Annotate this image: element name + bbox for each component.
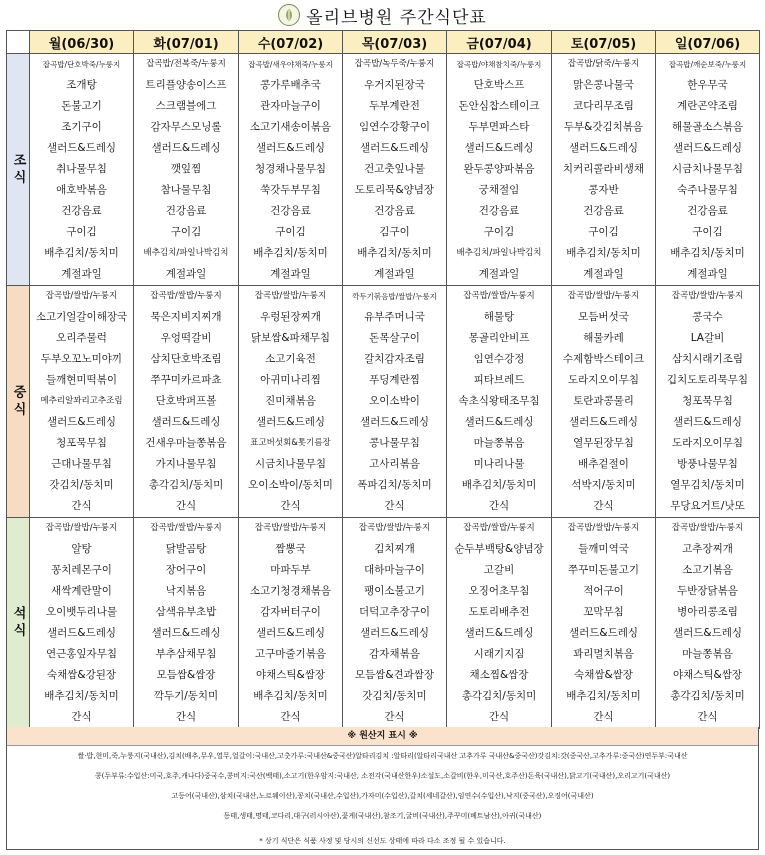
menu-item: 구이김 <box>170 226 202 238</box>
menu-item: 코다리무조림 <box>573 100 634 112</box>
meal-label <box>7 54 30 286</box>
menu-item: 치커리콜라비생채 <box>562 163 645 175</box>
menu-item: 두부계란전 <box>369 100 420 112</box>
menu-item: 오징어초무침 <box>468 585 530 597</box>
menu-cell <box>343 286 447 518</box>
menu-item: 속초식왕태조무침 <box>458 395 540 407</box>
meal-name: 중식 <box>10 384 26 419</box>
menu-item: 가지나물무침 <box>155 458 217 470</box>
menu-item: 야채스틱&쌈장 <box>672 669 743 681</box>
menu-item: 배추김치/동치미 <box>357 247 432 259</box>
menu-item: 삼색유부초밥 <box>155 606 217 618</box>
day-header-row <box>7 31 760 54</box>
menu-item: LA갈비 <box>690 332 725 344</box>
menu-item: 쭈꾸미카르파쵸 <box>150 374 222 386</box>
menu-item: 구이김 <box>275 226 306 238</box>
menu-item: 잡곡밥/쌀밥/누룽지 <box>45 291 118 301</box>
menu-item: 새싹계란말이 <box>51 585 112 597</box>
menu-item: 간식 <box>280 500 301 512</box>
menu-item: 돈안심찹스테이크 <box>458 100 540 112</box>
menu-item: 짬뽕국 <box>275 543 306 555</box>
menu-item: 삼치시래기조림 <box>671 353 743 365</box>
menu-item: 마늘쫑볶음 <box>473 437 525 449</box>
meal-row <box>7 54 760 286</box>
menu-item: 잡곡밥/전복죽/누룽지 <box>146 59 226 69</box>
menu-item: 총각김치/동치미 <box>670 690 745 702</box>
menu-item: 고사리볶음 <box>369 458 420 470</box>
menu-item: 꽁치레몬구이 <box>51 564 112 576</box>
menu-item: 오리주물럭 <box>56 332 107 344</box>
menu-item: 장어구이 <box>165 564 207 576</box>
menu-item: 시래기지짐 <box>473 648 525 660</box>
menu-item: 모듬버섯국 <box>578 311 629 323</box>
menu-item: 마늘쫑볶음 <box>682 648 733 660</box>
menu-item: 잡곡밥/쌀밥/누룽지 <box>567 523 640 533</box>
menu-item: 샐러드&드레싱 <box>464 627 534 639</box>
menu-item: 잡곡밥/쌀밥/누룽지 <box>45 523 118 533</box>
menu-cell <box>239 54 343 286</box>
menu-item: 건강음료 <box>478 205 520 217</box>
menu-item: 임연수강황구이 <box>358 121 430 133</box>
menu-item: 대하마늘구이 <box>364 564 425 576</box>
menu-item: 콩나물무침 <box>369 437 420 449</box>
menu-item: 맑은콩나물국 <box>573 79 634 91</box>
page-header <box>0 0 765 30</box>
menu-item: 잡곡밥/쌀밥/누룽지 <box>463 291 535 301</box>
menu-cell <box>239 286 343 518</box>
menu-item: 채소찜&쌈장 <box>469 669 529 681</box>
menu-cell <box>134 54 239 286</box>
menu-item: 푸딩계란찜 <box>369 374 420 386</box>
day-header: 토(07/05) <box>552 31 656 54</box>
menu-item: 우거지된장국 <box>364 79 425 91</box>
menu-item: 간식 <box>175 711 197 723</box>
menu-item: 계절과일 <box>165 268 207 280</box>
menu-item: 갓김치/동치미 <box>362 690 427 702</box>
menu-item: 숙채쌈&쌈장 <box>574 669 633 681</box>
menu-item: 샐러드&드레싱 <box>255 416 326 428</box>
menu-cell <box>447 54 552 286</box>
menu-cell <box>656 518 760 729</box>
menu-item: 닭보쌈&파채무침 <box>250 332 331 344</box>
menu-item: 꽈리멸치볶음 <box>573 648 634 660</box>
menu-item: 건강음료 <box>61 205 102 217</box>
menu-item: 잡곡밥/닭죽/누룽지 <box>567 59 640 69</box>
menu-item: 구이김 <box>483 226 515 238</box>
menu-item: 도토리배추전 <box>468 606 530 618</box>
meal-label <box>7 286 30 518</box>
meal-name: 석식 <box>10 606 26 640</box>
menu-item: 유부주머니국 <box>364 311 425 323</box>
menu-item: 잡곡밥/쌀밥/누룽지 <box>254 523 327 533</box>
menu-item: 건강음료 <box>374 205 415 217</box>
menu-item: 건강음료 <box>270 205 311 217</box>
menu-item: 배추겉절이 <box>578 458 629 470</box>
menu-item: 미나리나물 <box>473 458 525 470</box>
menu-item: 조개탕 <box>66 79 97 91</box>
menu-item: 청경채나물무침 <box>254 163 326 175</box>
weekly-menu-table <box>6 30 760 729</box>
menu-item: 도라지오이무침 <box>671 437 743 449</box>
menu-item: 고구마줄기볶음 <box>254 648 326 660</box>
menu-cell <box>552 518 656 729</box>
menu-item: 청포묵무침 <box>56 437 107 449</box>
menu-cell <box>343 518 447 729</box>
menu-item: 숙채쌈&강된장 <box>46 669 117 681</box>
menu-item: 샐러드&드레싱 <box>672 627 743 639</box>
menu-item: 총각김치/동치미 <box>461 690 537 702</box>
menu-item: 간식 <box>71 500 92 512</box>
menu-item: 표고버섯회&톳기름장 <box>250 438 331 448</box>
menu-item: 삼치단호박조림 <box>150 353 222 365</box>
menu-item: 간식 <box>384 711 405 723</box>
menu-item: 건고춧잎나물 <box>364 163 425 175</box>
menu-item: 계절과일 <box>374 268 415 280</box>
menu-item: 순두부백탕&양념장 <box>454 543 544 555</box>
menu-item: 폭파김치/동치미 <box>357 479 432 491</box>
menu-item: 참나물무침 <box>160 184 212 196</box>
meal-row <box>7 286 760 518</box>
menu-notice: * 상기 식단은 식품 사정 및 당시의 신선도 상태에 따라 다소 조정 될 수 있습니다. <box>259 837 506 845</box>
menu-item: 샐러드&드레싱 <box>151 142 221 154</box>
menu-item: 들깨미역국 <box>578 543 629 555</box>
menu-item: 해물카레 <box>583 332 624 344</box>
menu-cell <box>552 54 656 286</box>
menu-item: 아귀미나리찜 <box>260 374 321 386</box>
menu-item: 청포묵무침 <box>682 395 733 407</box>
menu-item: 배추김치/동치미 <box>566 690 641 702</box>
menu-item: 해물골소스볶음 <box>671 121 743 133</box>
menu-item: 샐러드&드레싱 <box>568 142 639 154</box>
page-title: 올리브병원 주간식단표 <box>306 7 487 28</box>
menu-item: 잡곡밥/쌀밥/누룽지 <box>567 291 640 301</box>
menu-item: 간식 <box>488 711 510 723</box>
menu-item: 샐러드&드레싱 <box>359 627 430 639</box>
menu-item: 야채스틱&쌈장 <box>255 669 326 681</box>
menu-item: 애호박볶음 <box>56 184 107 196</box>
day-header: 월(06/30) <box>30 31 134 54</box>
menu-item: 도라지오이무침 <box>567 374 639 386</box>
menu-item: 샐러드&드레싱 <box>672 416 743 428</box>
menu-item: 구이김 <box>66 226 97 238</box>
menu-item: 배추김치/동치미 <box>253 247 328 259</box>
menu-item: 잡곡밥/단호박죽/누룽지 <box>42 60 121 69</box>
menu-item: 샐러드&드레싱 <box>672 142 743 154</box>
menu-item: 갓김치/동치미 <box>49 479 114 491</box>
menu-item: 깁치도토리묵무침 <box>666 374 749 386</box>
menu-item: 샐러드&드레싱 <box>151 416 221 428</box>
menu-item: 진미채볶음 <box>265 395 316 407</box>
menu-item: 계절과일 <box>583 268 624 280</box>
menu-item: 건강음료 <box>165 205 207 217</box>
day-header: 수(07/02) <box>239 31 343 54</box>
menu-item: 배추김치/동치미 <box>253 690 328 702</box>
menu-item: 감자무스모닝롤 <box>150 121 222 133</box>
menu-item: 고추장찌개 <box>682 543 733 555</box>
menu-item: 모듬쌈&쌈장 <box>156 669 216 681</box>
menu-item: 간식 <box>384 500 405 512</box>
menu-item: 돈불고기 <box>61 100 102 112</box>
menu-item: 샐러드&드레싱 <box>359 416 430 428</box>
menu-item: 병아리콩조림 <box>677 606 738 618</box>
menu-cell <box>447 286 552 518</box>
menu-item: 배추김치/동치미 <box>566 247 641 259</box>
menu-item: 우엉떡갈비 <box>160 332 212 344</box>
menu-item: 계란곤약조림 <box>677 100 738 112</box>
menu-item: 쭈꾸미돈불고기 <box>567 564 639 576</box>
menu-item: 쑥갓두부무침 <box>260 184 321 196</box>
menu-item: 잡곡밥/쌀밥/누룽지 <box>150 523 222 533</box>
menu-item: 소고기육전 <box>265 353 316 365</box>
menu-item: 샐러드&드레싱 <box>46 416 117 428</box>
menu-item: 오이소박이 <box>369 395 420 407</box>
menu-item: 우렁된장찌개 <box>260 311 321 323</box>
menu-item: 감자채볶음 <box>369 648 420 660</box>
menu-item: 배추김치/동치미 <box>44 247 119 259</box>
menu-item: 시금치나물무침 <box>671 163 743 175</box>
menu-cell <box>30 286 134 518</box>
menu-item: 배추김치/동치미 <box>44 690 119 702</box>
menu-item: 오이뱃두리나물 <box>45 606 117 618</box>
menu-item: 적어구이 <box>583 585 624 597</box>
menu-item: 단호박퍼프볼 <box>155 395 217 407</box>
header-corner <box>7 31 30 54</box>
menu-item: 조기구이 <box>61 121 102 133</box>
menu-item: 건새우마늘쫑볶음 <box>145 437 227 449</box>
menu-item: 배추김치/파일나박김치 <box>143 248 229 258</box>
menu-item: 총각김치/동치미 <box>148 479 224 491</box>
menu-item: 임연수강정 <box>473 353 525 365</box>
menu-item: 고갈비 <box>483 564 515 576</box>
menu-item: 메추리알꽈리고추조림 <box>40 396 123 406</box>
menu-item: 간식 <box>488 500 510 512</box>
meal-name: 조식 <box>10 152 26 187</box>
menu-item: 단호박스프 <box>473 79 525 91</box>
menu-item: 김치찌개 <box>374 543 415 555</box>
menu-item: 방풍나물무침 <box>677 458 738 470</box>
menu-item: 계절과일 <box>478 268 520 280</box>
menu-item: 간식 <box>697 711 718 723</box>
menu-item: 잡곡밥/녹두죽/누룽지 <box>354 59 435 69</box>
menu-item: 샐러드&드레싱 <box>255 142 326 154</box>
menu-item: 잡곡밥/쌀밥/누룽지 <box>671 291 744 301</box>
menu-item: 김구이 <box>379 226 410 238</box>
menu-item: 배추김치/동치미 <box>461 479 537 491</box>
menu-item: 배추김치/파일나박김치 <box>456 248 542 258</box>
menu-item: 샐러드&드레싱 <box>151 627 221 639</box>
menu-item: 부추삼채무침 <box>155 648 217 660</box>
origin-line: 고등어(국내산),삼치(국내산,노르웨이산),꽁치(국내산,수입산),가자미(수입산),갈치(세네갈산),임연수(수입산),낙지(중국산),오징어(국내산) <box>171 792 594 800</box>
menu-item: 두부오꼬노미야끼 <box>40 353 123 365</box>
menu-item: 몽골리안비프 <box>468 332 530 344</box>
origin-title: ※ 원산지 표시 ※ <box>7 727 758 746</box>
menu-item: 잡곡밥/쌀밥/누룽지 <box>254 291 327 301</box>
menu-item: 소고기얼갈이해장국 <box>35 311 128 323</box>
origin-section <box>6 727 759 850</box>
menu-item: 소고기청경채볶음 <box>249 585 332 597</box>
menu-item: 숙주나물무침 <box>677 184 738 196</box>
menu-item: 샐러드&드레싱 <box>359 142 430 154</box>
menu-item: 트리플양송이스프 <box>145 79 227 91</box>
menu-item: 계절과일 <box>270 268 311 280</box>
menu-item: 계절과일 <box>61 268 102 280</box>
menu-item: 닭발곰탕 <box>165 543 207 555</box>
menu-item: 샐러드&드레싱 <box>46 142 117 154</box>
menu-item: 팽이소불고기 <box>364 585 425 597</box>
menu-item: 소고기새송이볶음 <box>249 121 332 133</box>
meal-label <box>7 518 30 729</box>
menu-item: 콩자반 <box>588 184 619 196</box>
menu-item: 갈치감자조림 <box>364 353 425 365</box>
menu-item: 샐러드&드레싱 <box>464 416 534 428</box>
menu-item: 콩가루배추국 <box>260 79 321 91</box>
menu-item: 깻잎찜 <box>170 163 202 175</box>
menu-item: 샐러드&드레싱 <box>568 627 639 639</box>
menu-cell <box>656 286 760 518</box>
menu-item: 샐러드&드레싱 <box>255 627 326 639</box>
olive-leaf-logo-icon <box>278 4 300 26</box>
menu-item: 완두콩양파볶음 <box>463 163 535 175</box>
menu-cell <box>343 54 447 286</box>
menu-item: 구이김 <box>692 226 723 238</box>
menu-item: 피타브레드 <box>473 374 525 386</box>
menu-cell <box>30 54 134 286</box>
menu-item: 잡곡밥/야채참치죽/누룽지 <box>456 60 542 69</box>
menu-item: 건강음료 <box>583 205 624 217</box>
menu-item: 궁채절임 <box>478 184 520 196</box>
menu-item: 계절과일 <box>687 268 728 280</box>
menu-item: 근대나물무침 <box>51 458 112 470</box>
menu-item: 구이김 <box>588 226 619 238</box>
menu-item: 두부면파스타 <box>468 121 530 133</box>
menu-item: 잡곡밥/쌀밥/누룽지 <box>150 291 222 301</box>
menu-cell <box>239 518 343 729</box>
menu-item: 해물탕 <box>483 311 515 323</box>
origin-line: 동태,생태,명태,코다리,대구(러시아산),꽃게(국내산),참조기,굴비(국내산),주꾸미(베트남산),아귀(국내산) <box>223 812 542 820</box>
day-header: 일(07/06) <box>656 31 760 54</box>
menu-item: 토란과콩물리 <box>573 395 634 407</box>
menu-cell <box>134 286 239 518</box>
menu-item: 감자버터구이 <box>260 606 321 618</box>
menu-item: 간식 <box>71 711 92 723</box>
menu-item: 잡곡밥/새우야채죽/누룽지 <box>248 60 333 69</box>
menu-item: 오이소박이/동치미 <box>248 479 333 491</box>
menu-item: 묵은지비지찌개 <box>150 311 222 323</box>
menu-cell <box>447 518 552 729</box>
menu-item: 꼬막무침 <box>583 606 624 618</box>
menu-item: 돈목살구이 <box>369 332 420 344</box>
menu-item: 잡곡밥/쌀밥/누룽지 <box>671 523 744 533</box>
menu-cell <box>552 286 656 518</box>
menu-item: 샐러드&드레싱 <box>568 416 639 428</box>
meal-row <box>7 518 760 729</box>
menu-item: 두반장닭볶음 <box>677 585 738 597</box>
menu-item: 도토리묵&양념장 <box>354 184 435 196</box>
origin-line: 콩(두부류:수입산:미국,호주,캐나다)중국수,콩비지:국산(백태),소고기(한우암지:국내산, 소전각(국내산한우)소설도,소갈비(한우,미국산,호주산)돈육(국내산),닭고기(국내산),오리고기(국내산) <box>94 772 671 780</box>
menu-cell <box>30 518 134 729</box>
menu-item: 스크램블에그 <box>155 100 217 112</box>
menu-item: 간식 <box>593 500 614 512</box>
menu-item: 낙지볶음 <box>165 585 207 597</box>
menu-item: 잡곡밥/쌀밥/누룽지 <box>358 523 431 533</box>
menu-item: 마파두부 <box>270 564 311 576</box>
menu-item: 알탕 <box>71 543 92 555</box>
menu-item: 간식 <box>175 500 197 512</box>
menu-item: 들깨현미떡볶이 <box>45 374 117 386</box>
menu-item: 간식 <box>280 711 301 723</box>
menu-item: 두부&갓김치볶음 <box>563 121 644 133</box>
menu-item: 배추김치/동치미 <box>670 247 745 259</box>
menu-item: 열무김치/동치미 <box>670 479 745 491</box>
menu-item: 샐러드&드레싱 <box>464 142 534 154</box>
menu-cell <box>656 54 760 286</box>
menu-item: 수제함박스테이크 <box>562 353 645 365</box>
day-header: 화(07/01) <box>134 31 239 54</box>
day-header: 금(07/04) <box>447 31 552 54</box>
day-header: 목(07/03) <box>343 31 447 54</box>
menu-item: 콩국수 <box>692 311 723 323</box>
menu-item: 관자마늘구이 <box>260 100 321 112</box>
menu-item: 잡곡밥/쌀밥/누룽지 <box>463 523 535 533</box>
menu-item: 시금치나물무침 <box>254 458 326 470</box>
menu-item: 취나물무침 <box>56 163 107 175</box>
menu-item: 건강음료 <box>687 205 728 217</box>
menu-item: 모듬쌈&견과쌈장 <box>354 669 435 681</box>
menu-item: 열무된장무침 <box>573 437 634 449</box>
menu-item: 간식 <box>593 711 614 723</box>
menu-item: 더덕고추장구이 <box>358 606 430 618</box>
menu-cell <box>134 518 239 729</box>
menu-item: 연근홍잎자무침 <box>45 648 117 660</box>
menu-item: 무당요거트/낫또 <box>670 500 745 512</box>
menu-item: 소고기볶음 <box>682 564 733 576</box>
menu-item: 깍두기볶음밥/쌀밥/누룽지 <box>352 292 437 301</box>
origin-line: 쌀·밥,현미,죽,누룽지(국내산),김치(배추,무우,열무,얼갈이:국내산,고춧가루:국내산&중국산)알타리김치 :알타리(알타리국내산 고추가루 국내산&중국산)갓김치:갓(중국산,고추가루:중국산)연두부:국내산 <box>77 752 688 760</box>
menu-item: 깍두기/동치미 <box>153 690 219 702</box>
menu-item: 잡곡밥/깨순보죽/누룽지 <box>668 60 747 69</box>
menu-item: 샐러드&드레싱 <box>46 627 117 639</box>
menu-item: 석박지/동치미 <box>571 479 636 491</box>
menu-item: 한우무국 <box>687 79 728 91</box>
